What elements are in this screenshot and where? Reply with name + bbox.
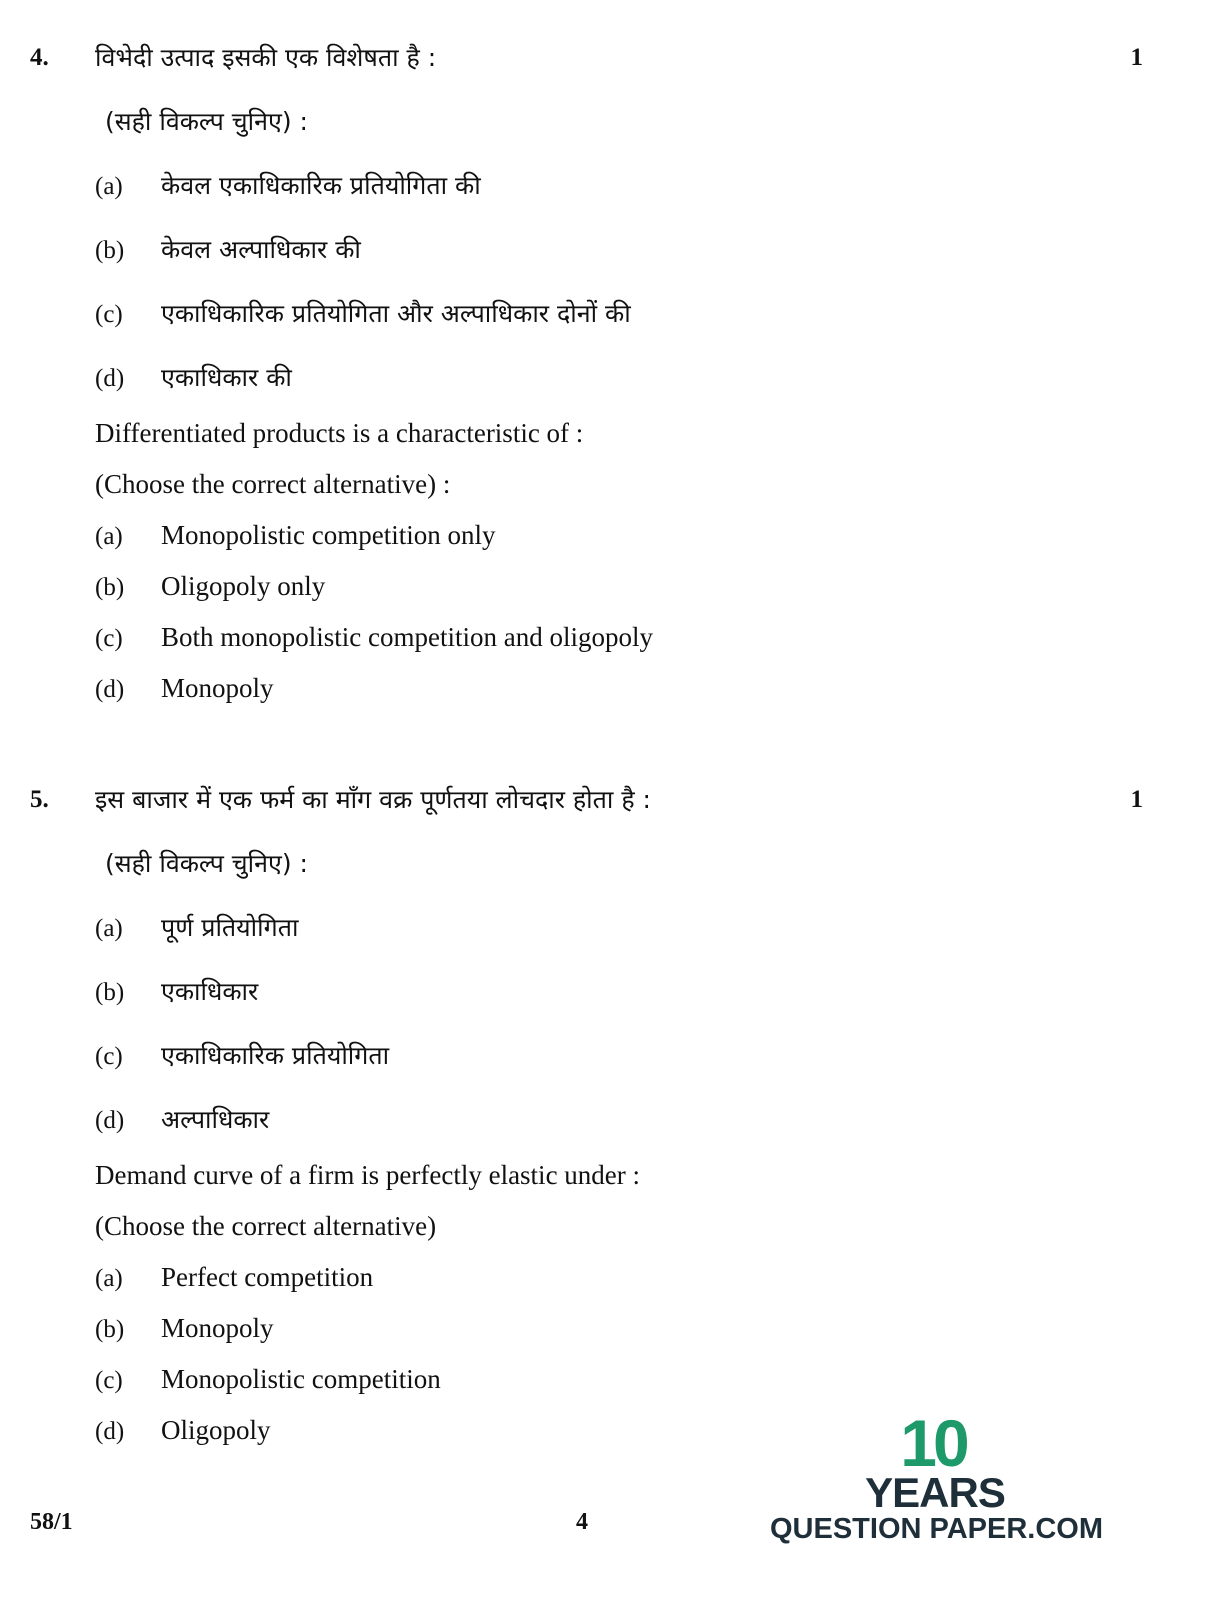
english-question-text: Differentiated products is a characteristic of : — [95, 418, 584, 448]
option-text: एकाधिकारिक प्रतियोगिता — [161, 1041, 390, 1070]
option-label: (c) — [95, 1367, 123, 1394]
option-text: पूर्ण प्रतियोगिता — [161, 913, 299, 942]
option-label: (b) — [95, 1316, 125, 1343]
english-option-a — [95, 520, 495, 551]
logo-site-name: QUESTION PAPER.COM — [770, 1513, 1103, 1545]
option-text: Monopoly — [161, 673, 274, 703]
option-label: (b) — [95, 979, 125, 1006]
hindi-option-b — [95, 232, 361, 266]
hindi-option-d — [95, 1102, 269, 1136]
hindi-question-text: इस बाजार में एक फर्म का माँग वक्र पूर्णतया लोचदार होता है : — [95, 785, 651, 814]
option-text: Both monopolistic competition and oligopoly — [161, 622, 653, 652]
english-question-text: Demand curve of a firm is perfectly elastic under : — [95, 1160, 641, 1190]
page-number: 4 — [576, 1509, 588, 1535]
option-label: (b) — [95, 237, 125, 264]
option-text: केवल अल्पाधिकार की — [161, 235, 361, 264]
hindi-option-a — [95, 168, 481, 202]
question-number: 5. — [30, 786, 49, 813]
english-instruction: (Choose the correct alternative) — [95, 1211, 437, 1241]
option-label: (d) — [95, 365, 125, 392]
english-option-d — [95, 673, 274, 704]
option-label: (a) — [95, 915, 123, 942]
option-label: (b) — [95, 574, 125, 601]
question-marks: 1 — [1130, 786, 1143, 813]
hindi-option-a — [95, 910, 298, 944]
option-text: एकाधिकार की — [161, 363, 292, 392]
hindi-instruction: (सही विकल्प चुनिए) : — [105, 107, 308, 136]
option-label: (a) — [95, 1265, 123, 1292]
option-label: (a) — [95, 523, 123, 550]
hindi-option-c — [95, 296, 631, 330]
option-label: (a) — [95, 173, 123, 200]
option-text: अल्पाधिकार — [161, 1105, 270, 1134]
english-option-c — [95, 1364, 441, 1395]
option-label: (d) — [95, 676, 125, 703]
option-label: (c) — [95, 301, 123, 328]
english-instruction: (Choose the correct alternative) : — [95, 469, 451, 499]
option-label: (d) — [95, 1107, 125, 1134]
option-label: (c) — [95, 1043, 123, 1070]
hindi-question-text: विभेदी उत्पाद इसकी एक विशेषता है : — [95, 43, 437, 72]
option-label: (d) — [95, 1418, 125, 1445]
option-text: एकाधिकार — [161, 977, 259, 1006]
hindi-option-c — [95, 1038, 389, 1072]
paper-code: 58/1 — [30, 1509, 73, 1535]
site-logo — [770, 1406, 1103, 1560]
english-option-a — [95, 1262, 373, 1293]
option-label: (c) — [95, 625, 123, 652]
question-number: 4. — [30, 44, 49, 71]
question-marks: 1 — [1130, 44, 1143, 71]
option-text: Oligopoly only — [161, 571, 326, 601]
option-text: एकाधिकारिक प्रतियोगिता और अल्पाधिकार दोनों की — [161, 299, 631, 328]
option-text: Monopolistic competition only — [161, 520, 496, 550]
english-option-b — [95, 571, 325, 602]
option-text: Perfect competition — [161, 1262, 374, 1292]
option-text: केवल एकाधिकारिक प्रतियोगिता की — [161, 171, 481, 200]
hindi-option-b — [95, 974, 258, 1008]
option-text: Monopoly — [161, 1313, 274, 1343]
hindi-instruction: (सही विकल्प चुनिए) : — [105, 849, 308, 878]
english-option-d — [95, 1415, 271, 1446]
logo-years: YEARS — [865, 1469, 1005, 1516]
hindi-option-d — [95, 360, 292, 394]
english-option-c — [95, 622, 653, 653]
english-option-b — [95, 1313, 274, 1344]
option-text: Oligopoly — [161, 1415, 271, 1445]
option-text: Monopolistic competition — [161, 1364, 441, 1394]
logo-number: 10 — [900, 1406, 966, 1480]
